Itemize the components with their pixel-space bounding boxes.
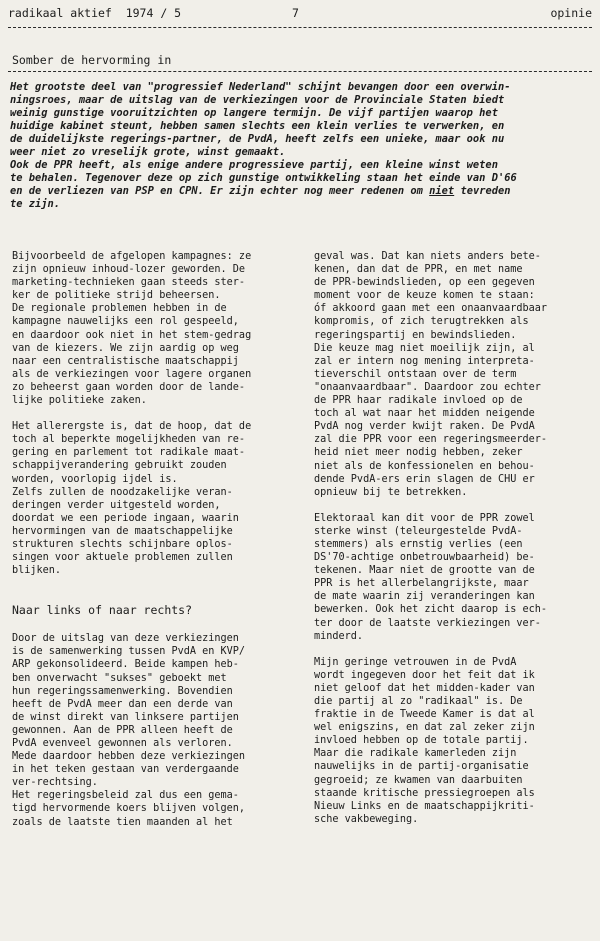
paragraph — [12, 420, 304, 577]
text-line: toch al beperkte mogelijkheden van re- — [12, 434, 246, 446]
text-line: als de verkiezingen voor lagere organen — [12, 368, 252, 380]
text-line: de mate waarin zij veranderingen kan — [314, 591, 535, 603]
text-line: PvdA evenveel gewonnen als verloren. — [12, 738, 233, 749]
text-line: tekenen. Maar niet de grootte van de — [314, 565, 535, 577]
text-line: de winst direkt van linksere partijen — [12, 711, 239, 723]
text-line: van de kiezers. We zijn aardig op weg — [12, 342, 239, 354]
text-line: tieverschil ontstaan over de term — [314, 368, 517, 380]
text-line: tigd hervormende koers blijven volgen, — [12, 803, 246, 815]
text-line: Mijn geringe vetrouwen in de PvdA — [314, 656, 517, 668]
text-line: deringen verder uitgesteld worden, — [12, 499, 221, 511]
text-line: regeringspartij en bewindslieden. — [314, 329, 517, 341]
text-line: bewerken. Ook het zicht daarop is ech- — [314, 604, 548, 616]
paragraph — [314, 250, 600, 499]
text-line: gewonnen. Aan de PPR alleen heeft de — [12, 724, 233, 736]
intro-line: ningsroes, maar de uitslag van de verkiezingen voor de Provinciale Staten biedt — [10, 94, 505, 106]
text-line: Maar die radikale kamerleden zijn — [314, 748, 517, 760]
paragraph — [314, 512, 600, 643]
right-column — [314, 250, 600, 839]
text-line: sterke winst (teleurgestelde PvdA- — [314, 525, 523, 537]
text-line: Die keuze mag niet moeilijk zijn, al — [314, 342, 535, 354]
text-line: De regionale problemen hebben in de — [12, 303, 227, 315]
intro-line: te behalen. Tegenover deze op zich gunstige ontwikkeling staan het einde van D'66 — [10, 172, 517, 184]
text-line: Nieuw Links en de maatschappijkriti- — [314, 800, 535, 812]
left-column — [12, 250, 304, 842]
intro-line-text: en de verliezen van PSP en CPN. Er zijn echter nog meer redenen om — [10, 185, 423, 197]
text-line: niet als de konfessionelen en behou- — [314, 460, 535, 472]
text-line: toch al wat naar het midden neigende — [314, 408, 535, 420]
text-line: de PPR haar radikale invloed op de — [314, 395, 523, 407]
subheading: Naar links of naar rechts? — [12, 603, 193, 618]
paragraph — [12, 250, 304, 407]
text-line: schappijverandering gebruikt zouden — [12, 460, 227, 472]
text-line: nauwelijks in de partij-organisatie — [314, 761, 529, 773]
intro-line-end: tevreden — [454, 185, 511, 197]
text-line: opnieuw bij te betrekken. — [314, 486, 468, 498]
text-line: dende PvdA-ers erin slagen de CHU er — [314, 473, 535, 485]
text-line: "onaanvaardbaar". Daardoor zou echter — [314, 381, 541, 393]
text-line: DS'70-achtige onbetrouwbaarheid) be- — [314, 552, 535, 564]
intro-line: de duidelijkste regerings-partner, de PvdA, heeft zelfs een unieke, maar ook nu — [10, 133, 505, 145]
intro-line: weer niet zo vreselijk grote, winst gemaakt. — [10, 146, 286, 158]
article-intro — [10, 81, 592, 211]
text-line: strukturen slechts schijnbare oplos- — [12, 538, 233, 550]
text-line: lijke politieke zaken. — [12, 395, 147, 407]
text-line: gegroeid; ze kwamen van daarbuiten — [314, 774, 523, 786]
text-line: die partij al zo "radikaal" is. De — [314, 696, 523, 707]
text-line: marketing-technieken gaan steeds ster- — [12, 277, 246, 289]
text-line: Elektoraal kan dit voor de PPR zowel — [314, 512, 535, 524]
article-title: Somber de hervorming in — [12, 53, 172, 67]
text-line: Door de uitslag van deze verkiezingen — [12, 633, 239, 645]
intro-line: weinig gunstige vooruitzichten op langere termijn. De vijf partijen waarop het — [10, 107, 498, 119]
text-line: fraktie in de Tweede Kamer is dat al — [314, 709, 535, 721]
text-line: ter door de laatste verkiezingen ver- — [314, 617, 541, 629]
text-line: PPR is het allerbelangrijkste, maar — [314, 578, 529, 590]
text-line: heid niet meer nodig hebben, zeker — [314, 447, 523, 459]
text-line: óf akkoord gaan met een onaanvaardbaar — [314, 303, 548, 315]
text-line: worden, voorlopig ijdel is. — [12, 473, 178, 485]
text-line: zijn opnieuw inhoud-lozer geworden. De — [12, 264, 246, 276]
text-line: zal er intern nog mening interpreta- — [314, 355, 535, 367]
text-line: Mede daardoor hebben deze verkiezingen — [12, 751, 246, 763]
text-line: zo beheerst gaan worden door de lande- — [12, 381, 246, 393]
intro-line: Ook de PPR heeft, als enige andere progressieve partij, een kleine winst weten — [10, 159, 498, 171]
intro-line: te zijn. — [10, 198, 61, 210]
text-line: niet geloof dat het midden-kader van — [314, 682, 535, 694]
text-line: kampagne nauwelijks een rol gespeeld, — [12, 316, 239, 328]
text-line: ARP gekonsolideerd. Beide kampen heb- — [12, 659, 239, 671]
text-line: zoals de laatste tien maanden al het — [12, 816, 233, 828]
text-line: wel enigszins, en dat zal zeker zijn — [314, 722, 535, 734]
text-line: en daardoor ook niet in het stem-gedrag — [12, 329, 252, 341]
text-line: hun regeringssamenwerking. Bovendien — [12, 685, 233, 697]
text-line: geval was. Dat kan niets anders bete- — [314, 251, 541, 262]
text-line: ben onverwacht "sukses" geboekt met — [12, 672, 227, 684]
text-line: Het regeringsbeleid zal dus een gema- — [12, 790, 239, 802]
title-divider — [8, 71, 592, 72]
text-line: zal die PPR voor een regeringsmeerder- — [314, 434, 548, 446]
text-line: PvdA nog verder kwijt raken. De PvdA — [314, 421, 535, 433]
text-line: kompromis, of zich terugtrekken als — [314, 316, 529, 328]
text-line: Het allerergste is, dat de hoop, dat de — [12, 421, 252, 433]
text-line: is de samenwerking tussen PvdA en KVP/ — [12, 646, 246, 658]
text-line: in het teken gestaan van verdergaande — [12, 764, 239, 776]
text-line: ker de politieke strijd beheersen. — [12, 290, 221, 302]
text-line: staande kritische pressiegroepen als — [314, 787, 535, 799]
section-label: opinie — [550, 6, 592, 20]
intro-line: huidige kabinet steunt, hebben samen slechts een klein verlies te verwerken, en — [10, 120, 505, 132]
text-line: stemmers) als ernstig verlies (een — [314, 538, 523, 550]
text-line: singen voor aktuele problemen zullen — [12, 552, 233, 564]
text-line: Zelfs zullen de noodzakelijke veran- — [12, 486, 233, 498]
text-line: ver-rechtsing. — [12, 777, 98, 789]
intro-line — [10, 185, 592, 198]
text-line: moment voor de keuze komen te staan: — [314, 290, 535, 302]
page-header — [8, 5, 592, 21]
text-line: wordt ingegeven door het feit dat ik — [314, 669, 535, 681]
page-number: 7 — [292, 6, 299, 20]
text-line: naar een centralistische maatschappij — [12, 355, 239, 367]
intro-underlined-word: niet — [429, 185, 455, 197]
header-divider — [8, 27, 592, 28]
text-line: invloed hebben op de totale partij. — [314, 735, 529, 747]
intro-line: Het grootste deel van "progressief Nederland" schijnt bevangen door een overwin- — [10, 81, 511, 93]
text-line: Bijvoorbeeld de afgelopen kampagnes: ze — [12, 251, 252, 262]
paragraph — [314, 656, 600, 826]
text-line: heeft de PvdA meer dan een derde van — [12, 698, 233, 710]
text-line: blijken. — [12, 565, 62, 577]
text-line: sche vakbeweging. — [314, 813, 419, 825]
publication-name: radikaal aktief 1974 / 5 — [8, 6, 182, 20]
text-line: gering en parlement tot radikale maat- — [12, 447, 246, 459]
text-line: de PPR-bewindslieden, op een gegeven — [314, 277, 535, 289]
text-line: doordat we een periode ingaan, waarin — [12, 512, 239, 524]
text-line: hervormingen van de maatschappelijke — [12, 525, 233, 537]
text-line: kenen, dan dat de PPR, en met name — [314, 264, 523, 276]
paragraph — [12, 632, 304, 828]
text-line: minderd. — [314, 630, 364, 642]
